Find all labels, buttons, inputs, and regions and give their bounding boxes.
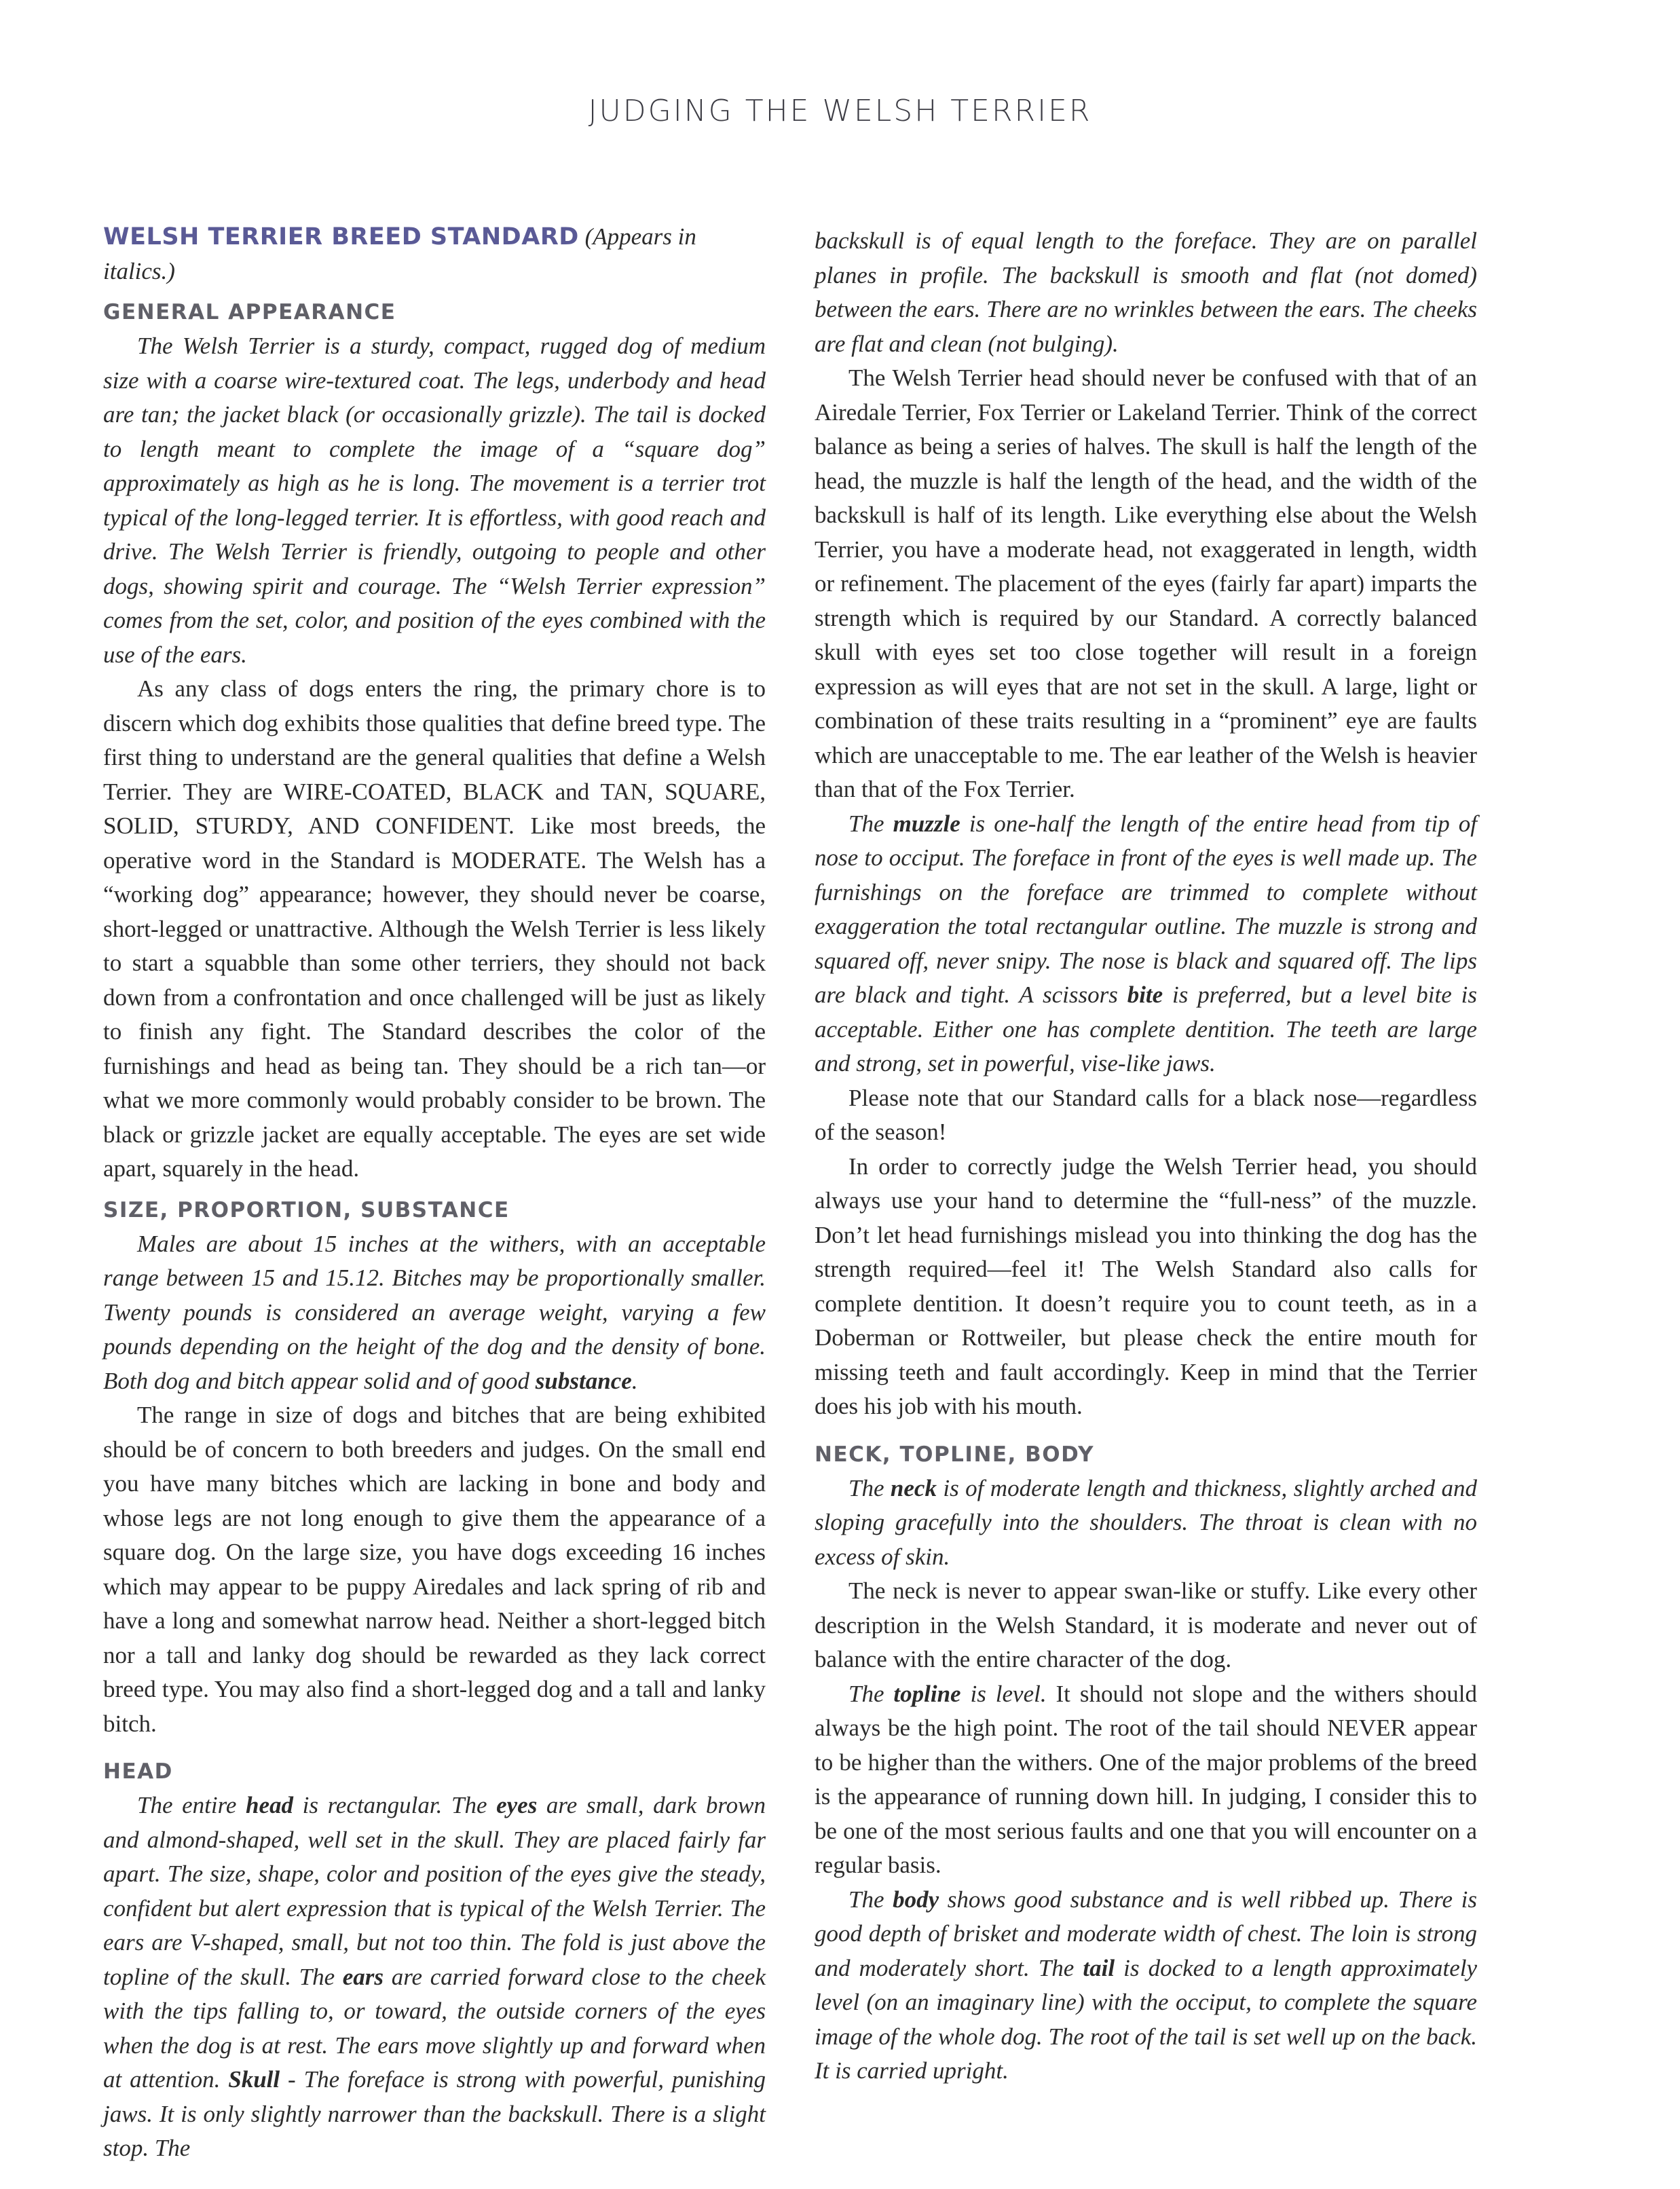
section-heading-size: SIZE, PROPORTION, SUBSTANCE <box>103 1197 510 1222</box>
term-muzzle: muzzle <box>893 810 960 837</box>
term-bite: bite <box>1127 981 1163 1008</box>
term-skull: Skull <box>228 2066 280 2093</box>
term-body: body <box>893 1886 939 1913</box>
breed-standard-title: WELSH TERRIER BREED STANDARD <box>103 223 579 250</box>
commentary-neck: The neck is never to appear swan-like or stuffy. Like every other description in the Welsh Standard, it is moderate and never out of balance with the entire character of the dog. <box>815 1577 1477 1672</box>
term-neck: neck <box>890 1474 937 1501</box>
term-topline: topline <box>893 1680 961 1707</box>
standard-text-body: The body shows good substance and is well ribbed up. There is good depth of brisket and moderate width of chest. The loin is strong and moderately short. The tail is docked to a length approximately level (on an imaginary line) with the occiput, to complete the square image of the whole dog. The root of the tail is set well up on the back. It is carried upright. <box>815 1886 1478 2084</box>
standard-text-muzzle: The muzzle is one-half the length of the entire head from tip of nose to occiput. The foreface in front of the eyes is well made up. The furnishings on the foreface are trimmed to complete without exaggeration the total rectangular outline. The muzzle is strong and squared off, never snipy. The nose is black and squared off. The lips are black and tight. A scissors bite is preferred, but a level bite is acceptable. Either one has complete dentition. The teeth are large and strong, set in powerful, vise-like jaws. <box>815 810 1478 1077</box>
standard-text-size: Males are about 15 inches at the withers, with an acceptable range between 15 and 15.12. Bitches may be proportionally smaller. Twenty pounds is considered an average weight, varying a few pounds depending on the height of the dog and the density of bone. Both dog and bitch appear solid and of good substance. <box>103 1230 766 1394</box>
commentary-judging-head: In order to correctly judge the Welsh Terrier head, you should always use your hand to determine the “full-ness” of the muzzle. Don’t let head furnishings mislead you into thinking the dog has the strength required—feel it! The Welsh Standard also calls for complete dentition. It doesn’t require you to count teeth, as in a Doberman or Rottweiler, but please check the entire mouth for missing teeth and fault accordingly. Keep in mind that the Terrier does his job with his mouth. <box>815 1153 1477 1419</box>
standard-text-head: The entire head is rectangular. The eyes are small, dark brown and almond-shaped, well set in the skull. They are placed fairly far apart. The size, shape, color and position of the eyes give the steady, confident but alert expression that is typical of the Welsh Terrier. The ears are V-shaped, small, but not too thin. The fold is just above the topline of the skull. The ears are carried forward close to the cheek with the tips falling to, or toward, the outside corners of the eyes when the dog is at rest. The ears move slightly up and forward when at attention. Skull - The foreface is strong with powerful, punishing jaws. It is only slightly narrower than the backskull. There is a slight stop. The <box>103 1792 766 2161</box>
section-heading-head: HEAD <box>103 1759 173 1784</box>
topline-paragraph: The topline is level. It should not slope and the withers should always be the high point. The root of the tail should NEVER appear to be higher than the withers. One of the major problems of the breed is the appearance of running down hill. In judging, I consider this to be one of the most serious faults and one that you will encounter on a regular basis. <box>815 1680 1477 1878</box>
term-tail: tail <box>1083 1954 1115 1981</box>
commentary-head: The Welsh Terrier head should never be confused with that of an Airedale Terrier, Fox Terrier or Lakeland Terrier. Think of the correct balance as being a series of halves. The skull is half the length of the head, the muzzle is half the length of the head, and the width of the backskull is half of its length. Like everything else about the Welsh Terrier, you have a moderate head, not exaggerated in length, width or refinement. The placement of the eyes (fairly far apart) imparts the strength which is required by our Standard. A correctly balanced skull with eyes set too close together will result in a foreign expression as will eyes that are not set in the skull. A large, light or combination of these traits resulting in a “prominent” eye are faults which are unacceptable to me. The ear leather of the Welsh is heavier than that of the Fox Terrier. <box>815 364 1477 802</box>
running-header: JUDGING THE WELSH TERRIER <box>588 94 1092 128</box>
standard-text-general-appearance: The Welsh Terrier is a sturdy, compact, rugged dog of medium size with a coarse wire-textured coat. The legs, underbody and head are tan; the jacket black (or occasionally grizzle). The tail is docked to length meant to complete the image of a “square dog” approximately as high as he is long. The movement is a terrier trot typical of the long-legged terrier. It is effortless, with good reach and drive. The Welsh Terrier is friendly, outgoing to people and other dogs, showing spirit and courage. The “Welsh Terrier expression” comes from the set, color, and position of the eyes combined with the use of the ears. <box>103 333 766 668</box>
standard-title-line <box>103 220 766 288</box>
right-column <box>815 224 1477 2089</box>
commentary-size: The range in size of dogs and bitches that are being exhibited should be of concern to both breeders and judges. On the small end you have many bitches which are lacking in bone and body and whose legs are not long enough to give them the appearance of a square dog. On the large size, you have dogs exceeding 16 inches which may appear to be puppy Airedales and lack spring of rib and have a long and somewhat narrow head. Neither a short-legged bitch nor a tall and lanky dog should be rewarded as they lack correct breed type. You may also find a short-legged dog and a tall and lanky bitch. <box>103 1402 766 1737</box>
left-column <box>103 220 766 2166</box>
term-ears: ears <box>342 1963 384 1990</box>
term-eyes: eyes <box>496 1792 538 1818</box>
standard-text-neck: The neck is of moderate length and thickness, slightly arched and sloping gracefully into the shoulders. The throat is clean with no excess of skin. <box>815 1474 1477 1570</box>
section-heading-neck-topline-body: NECK, TOPLINE, BODY <box>815 1442 1095 1467</box>
standard-text-head-continued: backskull is of equal length to the foreface. They are on parallel planes in profile. The backskull is smooth and flat (not domed) between the ears. There are no wrinkles between the ears. The cheeks are flat and clean (not bulging). <box>815 227 1477 357</box>
section-heading-general-appearance: GENERAL APPEARANCE <box>103 300 396 324</box>
term-substance: substance <box>535 1367 632 1394</box>
italics-note: (Appears in italics.) <box>103 223 696 284</box>
commentary-nose: Please note that our Standard calls for a black nose—regardless of the season! <box>815 1084 1477 1145</box>
term-head: head <box>246 1792 294 1818</box>
commentary-general-appearance: As any class of dogs enters the ring, the primary chore is to discern which dog exhibits those qualities that define breed type. The first thing to understand are the general qualities that define a Welsh Terrier. They are WIRE-COATED, BLACK and TAN, SQUARE, SOLID, STURDY, AND CONFIDENT. Like most breeds, the operative word in the Standard is MODERATE. The Welsh has a “working dog” appearance; however, they should never be coarse, short-legged or unattractive. Although the Welsh Terrier is less likely to start a squabble than some other terriers, they should not back down from a confrontation and once challenged will be just as likely to finish any fight. The Standard describes the color of the furnishings and head as being tan. They should be a rich tan—or what we more commonly would probably consider to be brown. The black or grizzle jacket are equally acceptable. The eyes are set wide apart, squarely in the head. <box>103 675 766 1182</box>
